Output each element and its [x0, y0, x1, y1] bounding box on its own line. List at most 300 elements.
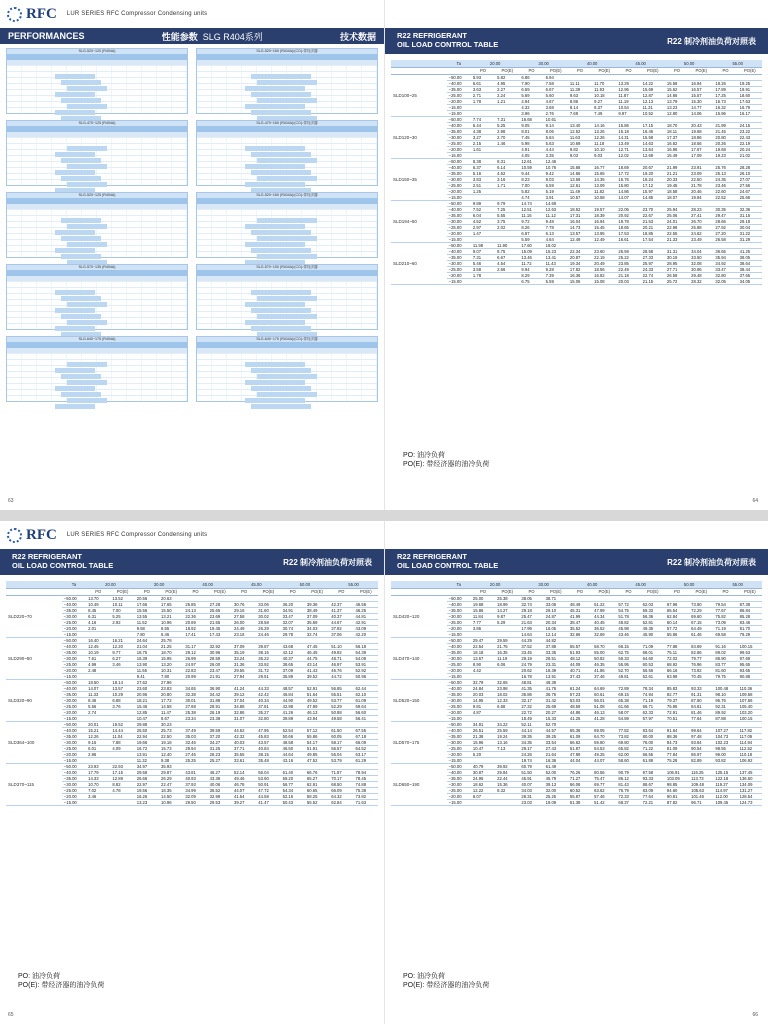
table-cell: 50.91	[256, 781, 280, 787]
table-cell: 82.89	[689, 757, 713, 763]
table-cell: 13.26	[592, 128, 616, 134]
table-cell: 62.75	[616, 649, 640, 655]
table-cell: 56.85	[329, 685, 353, 691]
oil-load-table	[6, 581, 378, 806]
table-cell: −40.00	[62, 601, 86, 607]
table-cell: 20.03	[616, 278, 640, 284]
table-cell: 25.06	[665, 212, 689, 218]
table-cell: 43.36	[208, 775, 232, 781]
table-cell: 13.57	[110, 685, 134, 691]
table-cell: 4.62	[495, 170, 519, 176]
table-cell: 20.87	[568, 254, 592, 260]
table-cell: −20.00	[447, 230, 471, 236]
table-cell: 2.27	[495, 86, 519, 92]
table-cell: 44.33	[256, 685, 280, 691]
table-cell: 51.78	[616, 613, 640, 619]
table-cell: 26.00	[208, 661, 232, 667]
table-cell: 23.70	[641, 206, 665, 212]
table-cell: 2.51	[471, 182, 495, 188]
table-cell: 5.19	[544, 188, 568, 194]
table-cell: 9.72	[519, 218, 543, 224]
table-cell: 52.91	[305, 685, 329, 691]
table-cell: −35.00	[447, 254, 471, 260]
table-cell: 23.03	[519, 799, 543, 805]
table-cell: 77.88	[665, 643, 689, 649]
table-cell: 26.99	[183, 655, 207, 661]
poe-header: PO(E)	[159, 588, 183, 595]
table-cell: 93.82	[713, 757, 737, 763]
table-cell: 22.43	[738, 134, 762, 140]
table-cell: 18.56	[689, 140, 713, 146]
page-number: 65	[8, 1012, 14, 1018]
table-cell: 12.49	[568, 236, 592, 242]
table-cell: 69.58	[713, 631, 737, 637]
table-cell: 52.61	[641, 673, 665, 679]
table-cell: 6.37	[471, 164, 495, 170]
table-cell: −40.00	[62, 769, 86, 775]
table-cell: 55.86	[305, 733, 329, 739]
table-cell: 80.56	[592, 769, 616, 775]
table-cell: 41.86	[592, 667, 616, 673]
table-cell: 87.88	[713, 715, 737, 721]
table-cell: 38.65	[281, 661, 305, 667]
table-cell: 55.95	[616, 661, 640, 667]
table-cell: 18.75	[135, 649, 159, 655]
table-cell: 11.84	[471, 613, 495, 619]
table-cell: 92.31	[713, 703, 737, 709]
table-cell: 12.20	[110, 643, 134, 649]
table-cell: 32.00	[544, 787, 568, 793]
table-cell: 4.32	[519, 104, 543, 110]
table-cell: 83.64	[641, 727, 665, 733]
temp-header: 45.00	[616, 581, 665, 588]
table-cell: 9.48	[544, 218, 568, 224]
performance-table	[6, 48, 188, 114]
table-cell: 15.65	[592, 170, 616, 176]
table-cell: 87.82	[665, 799, 689, 805]
table-cell: −30.00	[62, 613, 86, 619]
table-cell: 14.31	[616, 134, 640, 140]
table-cell: 8.26	[519, 224, 543, 230]
table-cell: 29.12	[183, 649, 207, 655]
table-cell: 3.96	[519, 110, 543, 116]
table-cell: 78.34	[641, 685, 665, 691]
table-cell: 1.25	[471, 188, 495, 194]
temp-header: 20.00	[471, 581, 520, 588]
performance-table-row	[197, 323, 377, 329]
rfc-logo	[7, 527, 57, 544]
table-cell: 47.99	[592, 607, 616, 613]
table-cell: −35.00	[447, 86, 471, 92]
table-cell: 27.56	[738, 182, 762, 188]
table-cell: 23.93	[86, 763, 110, 769]
table-cell: 10.18	[592, 92, 616, 98]
table-cell: 6.44	[471, 122, 495, 128]
top-spread	[0, 0, 768, 510]
table-cell: 46.50	[281, 745, 305, 751]
table-cell: 12.13	[641, 98, 665, 104]
table-cell: 31.88	[208, 697, 232, 703]
table-cell: 21.78	[689, 182, 713, 188]
table-cell: 57.12	[305, 727, 329, 733]
model-label: SLD290~80	[6, 637, 62, 679]
table-cell: 18.52	[568, 206, 592, 212]
table-cell: 29.55	[232, 667, 256, 673]
table-cell: 66.55	[641, 751, 665, 757]
table-cell: −20.00	[447, 625, 471, 631]
oil-load-title-bar	[385, 549, 768, 575]
table-cell: 6.88	[110, 697, 134, 703]
table-cell: 21.33	[665, 236, 689, 242]
table-cell: 97.69	[738, 655, 762, 661]
table-cell: 31.17	[183, 643, 207, 649]
table-cell: 59.33	[641, 607, 665, 613]
table-cell: 19.09	[544, 799, 568, 805]
table-cell: 85.83	[665, 685, 689, 691]
table-cell: 8.23	[519, 176, 543, 182]
temp-header: 20.00	[86, 581, 135, 588]
table-cell: 56.56	[641, 667, 665, 673]
table-cell: −20.00	[447, 709, 471, 715]
table-cell: 27.96	[159, 679, 183, 685]
table-cell: 31.29	[738, 236, 762, 242]
table-cell: 2.70	[495, 134, 519, 140]
table-cell: 48.81	[519, 679, 543, 685]
table-cell: 9.28	[544, 266, 568, 272]
table-cell: −15.00	[62, 799, 86, 805]
poe-header: PO(E)	[544, 588, 568, 595]
table-cell: 7.78	[544, 224, 568, 230]
table-cell: 51.10	[329, 643, 353, 649]
table-cell: 17.79	[86, 769, 110, 775]
performance-tables	[0, 44, 384, 402]
table-cell: 12.52	[568, 128, 592, 134]
table-cell: 10.76	[544, 164, 568, 170]
table-cell: 5.46	[471, 260, 495, 266]
table-cell: 34.35	[519, 739, 543, 745]
table-cell: 22.94	[135, 733, 159, 739]
table-cell: 15.58	[641, 134, 665, 140]
model-label: SLD320~90	[6, 679, 62, 721]
table-cell: 28.32	[689, 278, 713, 284]
table-cell: −40.00	[447, 80, 471, 86]
table-cell: 59.33	[616, 655, 640, 661]
table-cell: 12.46	[544, 158, 568, 164]
table-cell: −20.00	[447, 146, 471, 152]
table-cell: 14.16	[592, 122, 616, 128]
table-cell: 86.84	[738, 607, 762, 613]
table-cell: 15.56	[135, 607, 159, 613]
table-cell: 98.85	[665, 781, 689, 787]
table-cell: 16.04	[568, 218, 592, 224]
table-cell: 10.61	[544, 116, 568, 122]
table-cell: 60.61	[592, 691, 616, 697]
table-cell: 51.08	[592, 703, 616, 709]
table-cell: 9.79	[495, 200, 519, 206]
table-cell: 26.66	[135, 775, 159, 781]
table-cell: 41.47	[256, 799, 280, 805]
table-cell: 46.25	[354, 607, 378, 613]
table-cell: 71.09	[641, 643, 665, 649]
model-label: SLD370~115	[6, 763, 62, 805]
table-cell: 22.93	[110, 763, 134, 769]
table-cell: 24.62	[689, 230, 713, 236]
table-cell: −15.00	[447, 631, 471, 637]
table-cell: 8.82	[110, 781, 134, 787]
po-header: PO	[665, 67, 689, 74]
table-cell: 61.66	[616, 703, 640, 709]
table-cell: 15.09	[519, 248, 543, 254]
table-cell: 11.52	[135, 619, 159, 625]
table-cell: 72.91	[665, 709, 689, 715]
table-cell: 103.20	[738, 709, 762, 715]
table-cell: 18.39	[544, 667, 568, 673]
table-cell: 14.06	[689, 110, 713, 116]
table-cell: 4.09	[110, 745, 134, 751]
table-cell: 77.64	[689, 715, 713, 721]
table-cell: 17.53	[616, 230, 640, 236]
table-cell: 26.51	[471, 727, 495, 733]
table-cell: −50.00	[447, 721, 471, 727]
table-cell: 73.09	[713, 619, 737, 625]
table-cell: 23.69	[208, 613, 232, 619]
poe-header: PO(E)	[495, 67, 519, 74]
table-cell: 12.40	[159, 751, 183, 757]
table-cell: 15.18	[616, 128, 640, 134]
table-cell: 18.62	[471, 781, 495, 787]
table-cell: −30.00	[447, 134, 471, 140]
table-cell: 33.45	[519, 649, 543, 655]
table-cell: 55.04	[329, 751, 353, 757]
temp-header: 20.00	[471, 60, 520, 67]
table-cell: 21.21	[665, 170, 689, 176]
table-cell: 19.25	[738, 80, 762, 86]
table-cell: 4.67	[544, 98, 568, 104]
table-cell: 11.11	[568, 80, 592, 86]
table-cell: 69.77	[592, 781, 616, 787]
table-cell: 33.47	[281, 613, 305, 619]
table-cell: 4.16	[86, 619, 110, 625]
table-cell: 34.99	[183, 787, 207, 793]
performance-table-caption: SLG-520~160 (R404A)/(CO)-带经济器	[197, 193, 377, 198]
table-cell: 64.60	[641, 655, 665, 661]
model-label: SLD520~150	[391, 679, 447, 721]
table-cell: 11.15	[519, 212, 543, 218]
table-row	[391, 799, 762, 805]
table-cell: 12.33	[495, 697, 519, 703]
table-cell: −40.00	[447, 206, 471, 212]
table-cell: 7.88	[110, 739, 134, 745]
table-cell	[471, 799, 495, 805]
table-cell: 65.36	[568, 727, 592, 733]
table-cell: 38.71	[544, 595, 568, 601]
table-cell: 100.15	[738, 643, 762, 649]
table-cell: 32.46	[183, 739, 207, 745]
table-cell: 33.06	[256, 601, 280, 607]
table-cell: 10.57	[568, 194, 592, 200]
table-cell: 20.34	[544, 619, 568, 625]
table-cell: 29.16	[232, 607, 256, 613]
table-cell: 21.99	[713, 122, 737, 128]
table-cell: 23.83	[159, 685, 183, 691]
table-cell: 20.80	[713, 134, 737, 140]
table-cell: 20.92	[616, 212, 640, 218]
table-cell: 39.36	[305, 601, 329, 607]
table-cell: 14.73	[568, 224, 592, 230]
table-cell: 56.18	[354, 643, 378, 649]
table-cell: 27.92	[713, 224, 737, 230]
table-cell: 17.67	[689, 146, 713, 152]
table-cell: 17.15	[110, 769, 134, 775]
table-cell: 16.46	[641, 128, 665, 134]
table-cell: 5.25	[495, 122, 519, 128]
table-cell: 9.44	[519, 170, 543, 176]
table-cell: 122.18	[713, 775, 737, 781]
table-cell: −30.00	[62, 739, 86, 745]
table-cell: 14.33	[86, 775, 110, 781]
table-cell: 98.10	[713, 691, 737, 697]
table-cell: 34.03	[519, 787, 543, 793]
table-cell: 31.22	[738, 230, 762, 236]
table-cell: 51.22	[592, 601, 616, 607]
logo-icon	[7, 7, 22, 22]
table-cell: 48.82	[616, 619, 640, 625]
table-cell: 26.59	[616, 248, 640, 254]
table-cell: 131.27	[738, 787, 762, 793]
table-cell: 26.00	[232, 619, 256, 625]
table-cell: 23.47	[208, 667, 232, 673]
table-cell: 25.47	[519, 613, 543, 619]
table-cell: 79.75	[713, 673, 737, 679]
table-cell: 65.38	[616, 697, 640, 703]
table-cell: 71.87	[329, 769, 353, 775]
table-cell: −25.00	[62, 661, 86, 667]
table-cell: 25.88	[689, 224, 713, 230]
table-cell: 41.26	[281, 709, 305, 715]
table-cell: 46.45	[305, 649, 329, 655]
table-cell: 1.21	[495, 98, 519, 104]
table-cell: 5.69	[519, 92, 543, 98]
table-cell: 97.58	[641, 769, 665, 775]
table-cell: 2.74	[86, 709, 110, 715]
table-cell: 16.39	[135, 655, 159, 661]
table-cell: 86.90	[713, 655, 737, 661]
table-cell: 3.27	[471, 134, 495, 140]
table-cell: 18.70	[665, 122, 689, 128]
table-cell: 19.56	[135, 787, 159, 793]
table-cell: 39.13	[544, 781, 568, 787]
page-number: 63	[8, 498, 14, 504]
table-cell: 20.95	[135, 691, 159, 697]
temp-header: 45.00	[232, 581, 281, 588]
table-cell: 7.25	[495, 206, 519, 212]
table-cell: 93.65	[738, 667, 762, 673]
table-cell: 16.26	[135, 793, 159, 799]
table-cell: 27.41	[689, 212, 713, 218]
table-cell: 21.55	[208, 619, 232, 625]
table-cell: 30.74	[281, 625, 305, 631]
table-cell: 26.70	[689, 218, 713, 224]
table-cell: 49.92	[329, 649, 353, 655]
table-cell: 41.28	[592, 715, 616, 721]
table-cell: 91.31	[689, 691, 713, 697]
performance-table-row	[197, 395, 377, 401]
table-cell: 61.49	[544, 763, 568, 769]
table-cell: 24.26	[519, 751, 543, 757]
table-cell: 56.41	[354, 715, 378, 721]
table-cell: 32.74	[305, 631, 329, 637]
table-cell: 26.10	[738, 170, 762, 176]
table-cell: 24.13	[183, 607, 207, 613]
table-cell: 30.76	[232, 601, 256, 607]
table-cell: 16.82	[592, 272, 616, 278]
table-cell: 52.81	[641, 619, 665, 625]
table-cell: −15.00	[447, 104, 471, 110]
table-cell: 27.07	[738, 176, 762, 182]
table-cell: 20.46	[689, 188, 713, 194]
table-cell: 55.86	[665, 631, 689, 637]
table-cell: 9.89	[471, 200, 495, 206]
table-cell: 44.07	[232, 787, 256, 793]
table-cell: 35.03	[183, 733, 207, 739]
poe-header: PO(E)	[592, 67, 616, 74]
table-cell: 75.95	[665, 703, 689, 709]
table-cell: 20.03	[471, 691, 495, 697]
table-cell: 11.93	[592, 86, 616, 92]
table-cell: 34.42	[208, 691, 232, 697]
performance-table-caption: SLG-470~125 (R404A)	[7, 121, 187, 126]
table-cell: 14.95	[471, 697, 495, 703]
poe-header: PO(E)	[256, 588, 280, 595]
table-cell: −20.00	[447, 793, 471, 799]
table-cell: 36.86	[519, 691, 543, 697]
table-cell: 25.50	[135, 727, 159, 733]
table-cell: 27.46	[183, 751, 207, 757]
table-cell: 24.35	[713, 176, 737, 182]
table-cell: 52.00	[544, 769, 568, 775]
table-cell: 6.75	[519, 278, 543, 284]
table-cell: −30.00	[447, 655, 471, 661]
table-cell: −20.00	[62, 793, 86, 799]
table-cell: −15.00	[447, 152, 471, 158]
po-header: PO	[713, 67, 737, 74]
table-cell: 41.35	[519, 685, 543, 691]
table-cell: 37.93	[183, 781, 207, 787]
poe-header: PO(E)	[544, 67, 568, 74]
table-cell: 12.61	[519, 158, 543, 164]
table-cell: 40.45	[592, 619, 616, 625]
table-cell: 61.50	[329, 727, 353, 733]
table-cell: 22.97	[135, 781, 159, 787]
table-cell: −40.00	[447, 248, 471, 254]
header-row-po	[391, 588, 762, 595]
table-cell: 25.73	[159, 727, 183, 733]
table-cell: −50.00	[62, 595, 86, 601]
table-cell: 19.91	[738, 86, 762, 92]
table-cell: 24.84	[471, 685, 495, 691]
table-cell: 23.22	[738, 128, 762, 134]
table-cell: 7.31	[471, 254, 495, 260]
table-cell: 13.09	[592, 182, 616, 188]
table-cell: 63.17	[354, 751, 378, 757]
table-cell: 3.63	[471, 86, 495, 92]
table-cell: 60.52	[568, 787, 592, 793]
table-cell: 81.09	[665, 745, 689, 751]
table-cell: 44.62	[232, 727, 256, 733]
table-cell: 19.68	[689, 128, 713, 134]
table-cell: −35.00	[447, 775, 471, 781]
table-cell: 15.68	[568, 164, 592, 170]
